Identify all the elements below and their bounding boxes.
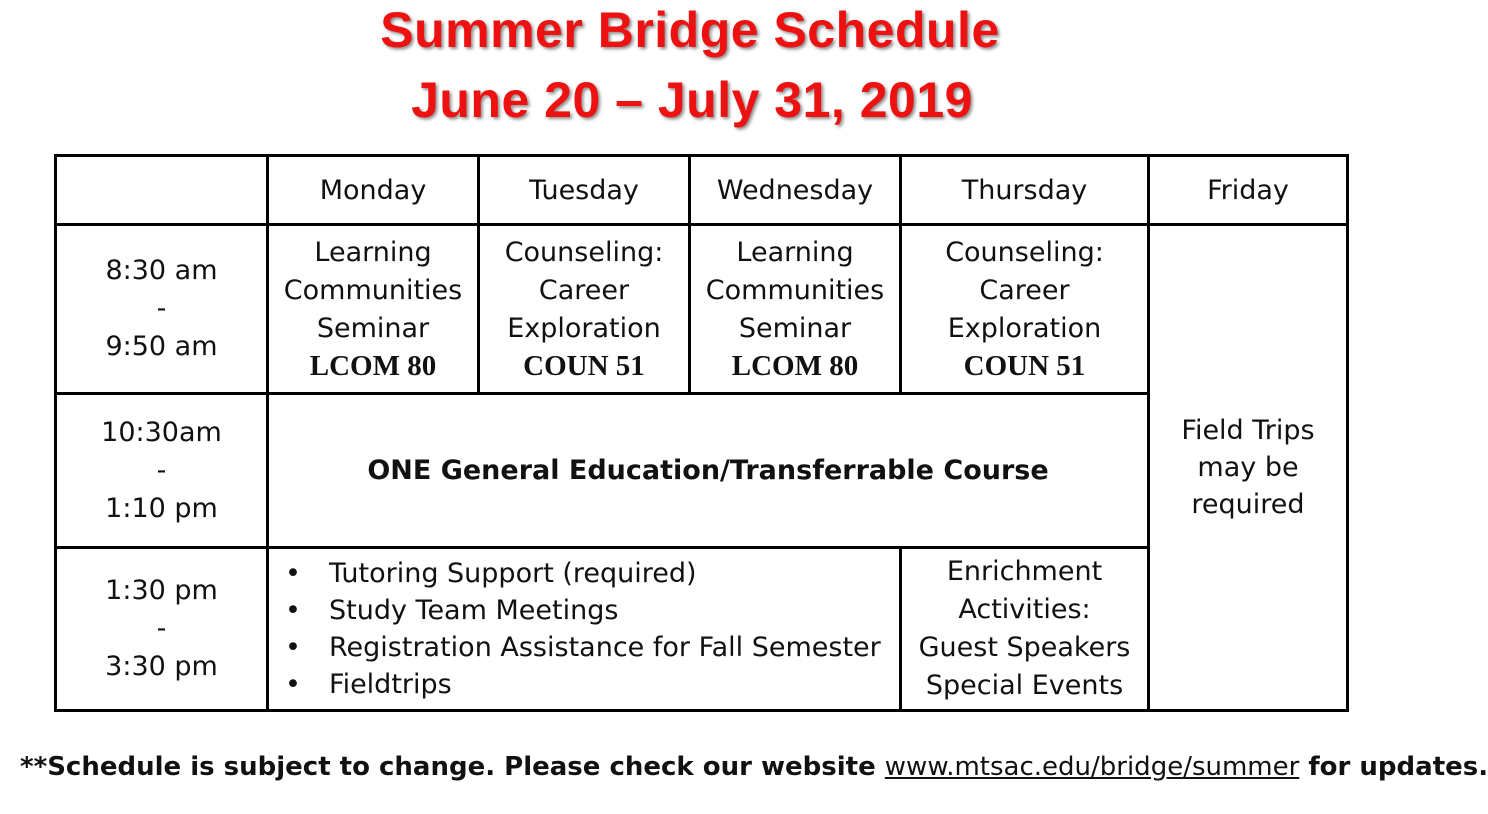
day-header-friday: Friday [1149,156,1348,225]
enrichment-cell: Enrichment Activities: Guest Speakers Special Events [901,548,1149,711]
tuesday-morning-class: Counseling: Career Exploration COUN 51 [479,225,690,394]
bullet-icon: • [285,632,301,663]
list-item: • Registration Assistance for Fall Semester [269,629,899,666]
morning-row [56,225,1348,394]
time-slot-midday: 10:30am - 1:10 pm [56,394,268,548]
website-link[interactable]: www.mtsac.edu/bridge/summer [884,752,1300,782]
page-title: Summer Bridge Schedule [380,2,1000,58]
monday-morning-class: Learning Communities Seminar LCOM 80 [268,225,479,394]
general-education-cell: ONE General Education/Transferrable Course [268,394,1149,548]
day-header-tuesday: Tuesday [479,156,690,225]
date-range-title: June 20 – July 31, 2019 [411,72,973,128]
header-row [56,156,1348,225]
time-slot-afternoon: 1:30 pm - 3:30 pm [56,548,268,711]
course-code: COUN 51 [963,349,1086,382]
activity-list [269,555,899,703]
footer-note: **Schedule is subject to change. Please check our website www.mtsac.edu/bridge/summer for updates. [20,752,1488,782]
course-code: COUN 51 [523,349,645,382]
time-slot-morning: 8:30 am - 9:50 am [56,225,268,394]
course-code: LCOM 80 [309,349,437,382]
thursday-morning-class: Counseling: Career Exploration COUN 51 [901,225,1149,394]
schedule-table [54,154,1349,712]
wednesday-morning-class: Learning Communities Seminar LCOM 80 [690,225,901,394]
friday-cell: Field Trips may be required [1149,225,1348,711]
afternoon-activities-cell [268,548,901,711]
bullet-icon: • [285,595,301,626]
bullet-icon: • [285,558,301,589]
list-item: • Fieldtrips [269,666,899,703]
day-header-thursday: Thursday [901,156,1149,225]
day-header-wednesday: Wednesday [690,156,901,225]
day-header-monday: Monday [268,156,479,225]
list-item: • Study Team Meetings [269,592,899,629]
bullet-icon: • [285,669,301,700]
course-code: LCOM 80 [731,349,859,382]
list-item: • Tutoring Support (required) [269,555,899,592]
corner-cell [56,156,268,225]
